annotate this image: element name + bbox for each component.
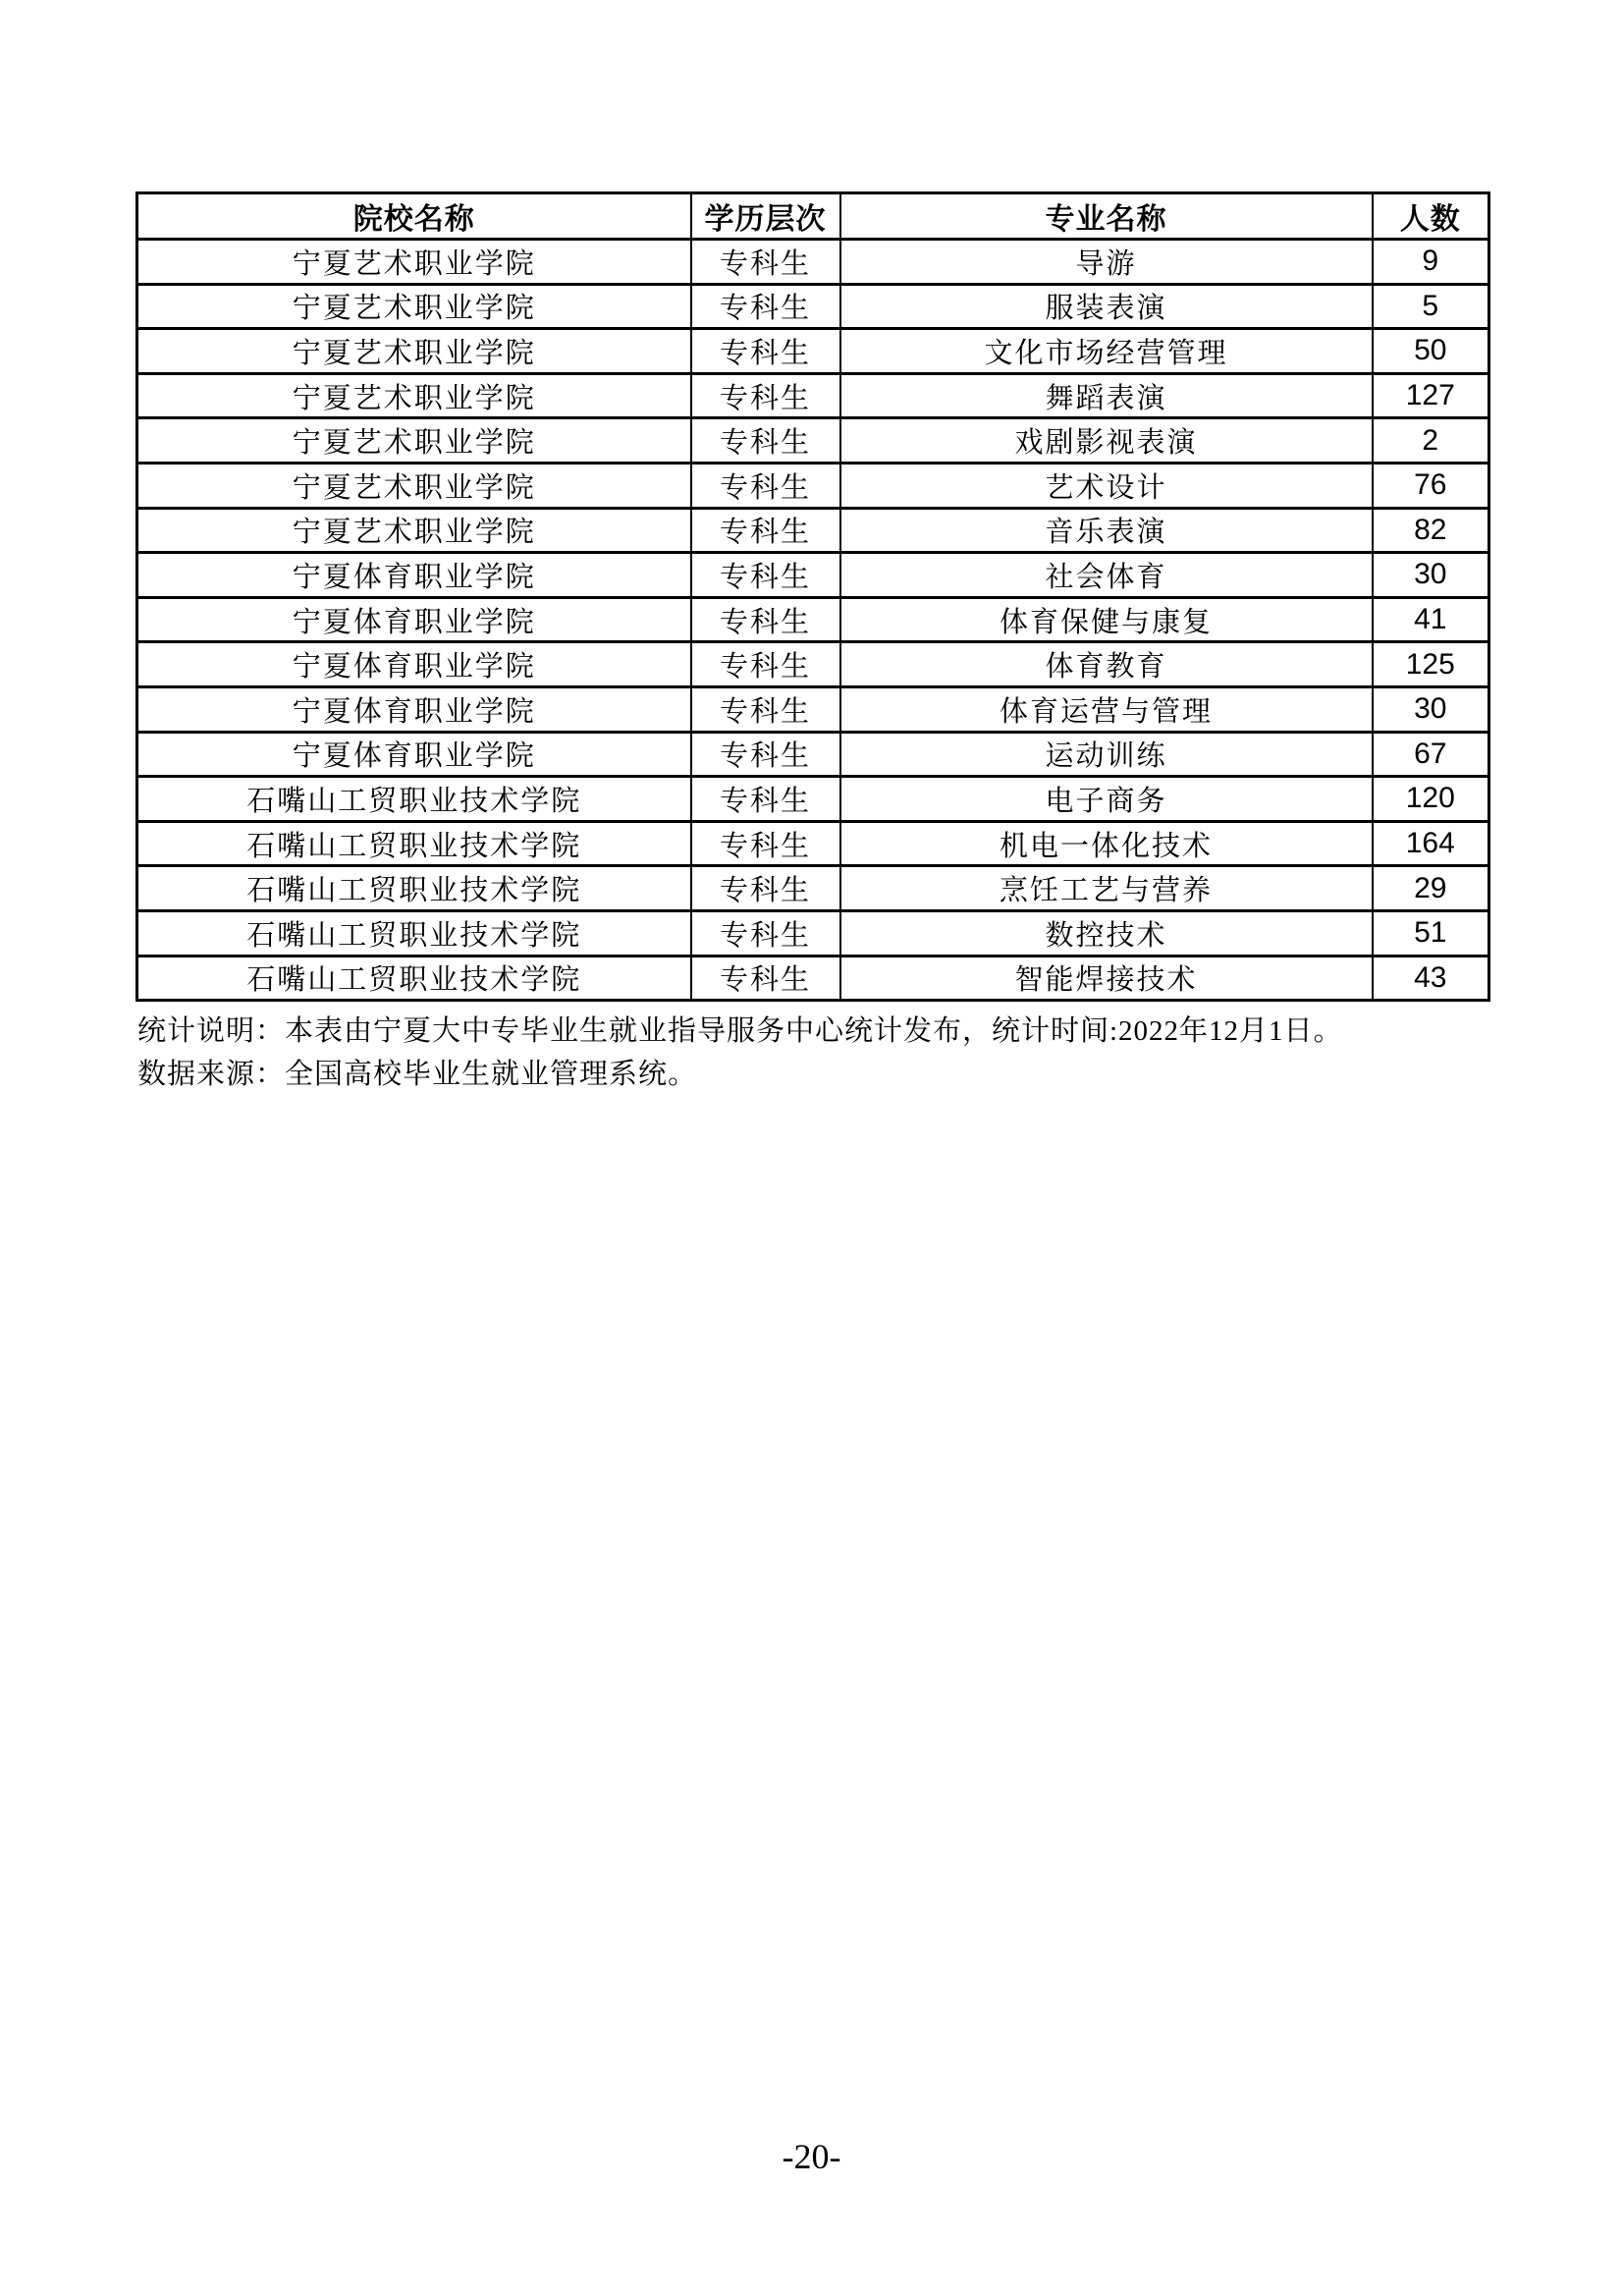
table-row [137,329,1489,374]
college-name-cell: 宁夏艺术职业学院 [137,240,691,285]
education-level-cell: 专科生 [691,866,840,911]
stats-note-line: 统计说明：本表由宁夏大中专毕业生就业指导服务中心统计发布，统计时间:2022年12月1日。 [137,1015,1343,1047]
college-name-cell: 石嘴山工贸职业技术学院 [137,821,691,866]
major-name-cell: 智能焊接技术 [840,956,1373,1001]
count-cell: 76 [1373,463,1489,508]
education-level-cell: 专科生 [691,910,840,956]
college-name-cell: 石嘴山工贸职业技术学院 [137,910,691,956]
college-name-cell: 宁夏艺术职业学院 [137,508,691,553]
college-name-cell: 宁夏体育职业学院 [137,732,691,777]
major-name-cell: 导游 [840,240,1373,285]
table-row [137,553,1489,598]
count-cell: 125 [1373,642,1489,687]
education-level-cell: 专科生 [691,463,840,508]
education-level-cell: 专科生 [691,284,840,329]
count-cell: 29 [1373,866,1489,911]
education-level-cell: 专科生 [691,240,840,285]
college-name-cell: 宁夏艺术职业学院 [137,463,691,508]
college-name-cell: 宁夏体育职业学院 [137,686,691,732]
college-name-cell: 宁夏体育职业学院 [137,597,691,642]
table-row [137,956,1489,1001]
education-level-cell: 专科生 [691,642,840,687]
college-name-cell: 宁夏体育职业学院 [137,642,691,687]
table-row [137,642,1489,687]
college-name-cell: 宁夏艺术职业学院 [137,329,691,374]
header-college-name: 院校名称 [137,193,691,240]
education-level-cell: 专科生 [691,686,840,732]
major-name-cell: 机电一体化技术 [840,821,1373,866]
college-name-cell: 宁夏艺术职业学院 [137,284,691,329]
college-name-cell: 石嘴山工贸职业技术学院 [137,866,691,911]
page-number: -20- [782,2137,841,2176]
data-source-note-line: 数据来源：全国高校毕业生就业管理系统。 [137,1059,698,1090]
major-name-cell: 戏剧影视表演 [840,418,1373,464]
major-name-cell: 运动训练 [840,732,1373,777]
major-name-cell: 体育保健与康复 [840,597,1373,642]
education-level-cell: 专科生 [691,329,840,374]
employment-stats-table [135,191,1490,1002]
table-row [137,777,1489,822]
education-level-cell: 专科生 [691,373,840,418]
table-row [137,732,1489,777]
table-row [137,821,1489,866]
college-name-cell: 宁夏艺术职业学院 [137,373,691,418]
table-notes [137,1010,1512,1096]
major-name-cell: 文化市场经营管理 [840,329,1373,374]
major-name-cell: 舞蹈表演 [840,373,1373,418]
count-cell: 9 [1373,240,1489,285]
header-count: 人数 [1373,193,1489,240]
table-row [137,597,1489,642]
count-cell: 82 [1373,508,1489,553]
count-cell: 43 [1373,956,1489,1001]
education-level-cell: 专科生 [691,821,840,866]
education-level-cell: 专科生 [691,508,840,553]
major-name-cell: 体育教育 [840,642,1373,687]
major-name-cell: 社会体育 [840,553,1373,598]
header-education-level: 学历层次 [691,193,840,240]
major-name-cell: 体育运营与管理 [840,686,1373,732]
college-name-cell: 石嘴山工贸职业技术学院 [137,956,691,1001]
table-row [137,508,1489,553]
college-name-cell: 宁夏体育职业学院 [137,553,691,598]
count-cell: 41 [1373,597,1489,642]
education-level-cell: 专科生 [691,418,840,464]
major-name-cell: 烹饪工艺与营养 [840,866,1373,911]
education-level-cell: 专科生 [691,956,840,1001]
education-level-cell: 专科生 [691,777,840,822]
count-cell: 120 [1373,777,1489,822]
count-cell: 127 [1373,373,1489,418]
education-level-cell: 专科生 [691,732,840,777]
education-level-cell: 专科生 [691,597,840,642]
table-row [137,373,1489,418]
major-name-cell: 电子商务 [840,777,1373,822]
major-name-cell: 艺术设计 [840,463,1373,508]
major-name-cell: 服装表演 [840,284,1373,329]
table-row [137,418,1489,464]
count-cell: 50 [1373,329,1489,374]
education-level-cell: 专科生 [691,553,840,598]
major-name-cell: 音乐表演 [840,508,1373,553]
count-cell: 2 [1373,418,1489,464]
count-cell: 51 [1373,910,1489,956]
table-header-row [137,193,1489,240]
college-name-cell: 石嘴山工贸职业技术学院 [137,777,691,822]
table-row [137,240,1489,285]
table-row [137,463,1489,508]
count-cell: 5 [1373,284,1489,329]
table-row [137,866,1489,911]
count-cell: 30 [1373,686,1489,732]
count-cell: 164 [1373,821,1489,866]
count-cell: 67 [1373,732,1489,777]
table-row [137,284,1489,329]
table-body [137,240,1489,1001]
table-row [137,686,1489,732]
major-name-cell: 数控技术 [840,910,1373,956]
college-name-cell: 宁夏艺术职业学院 [137,418,691,464]
header-major-name: 专业名称 [840,193,1373,240]
table-row [137,910,1489,956]
count-cell: 30 [1373,553,1489,598]
